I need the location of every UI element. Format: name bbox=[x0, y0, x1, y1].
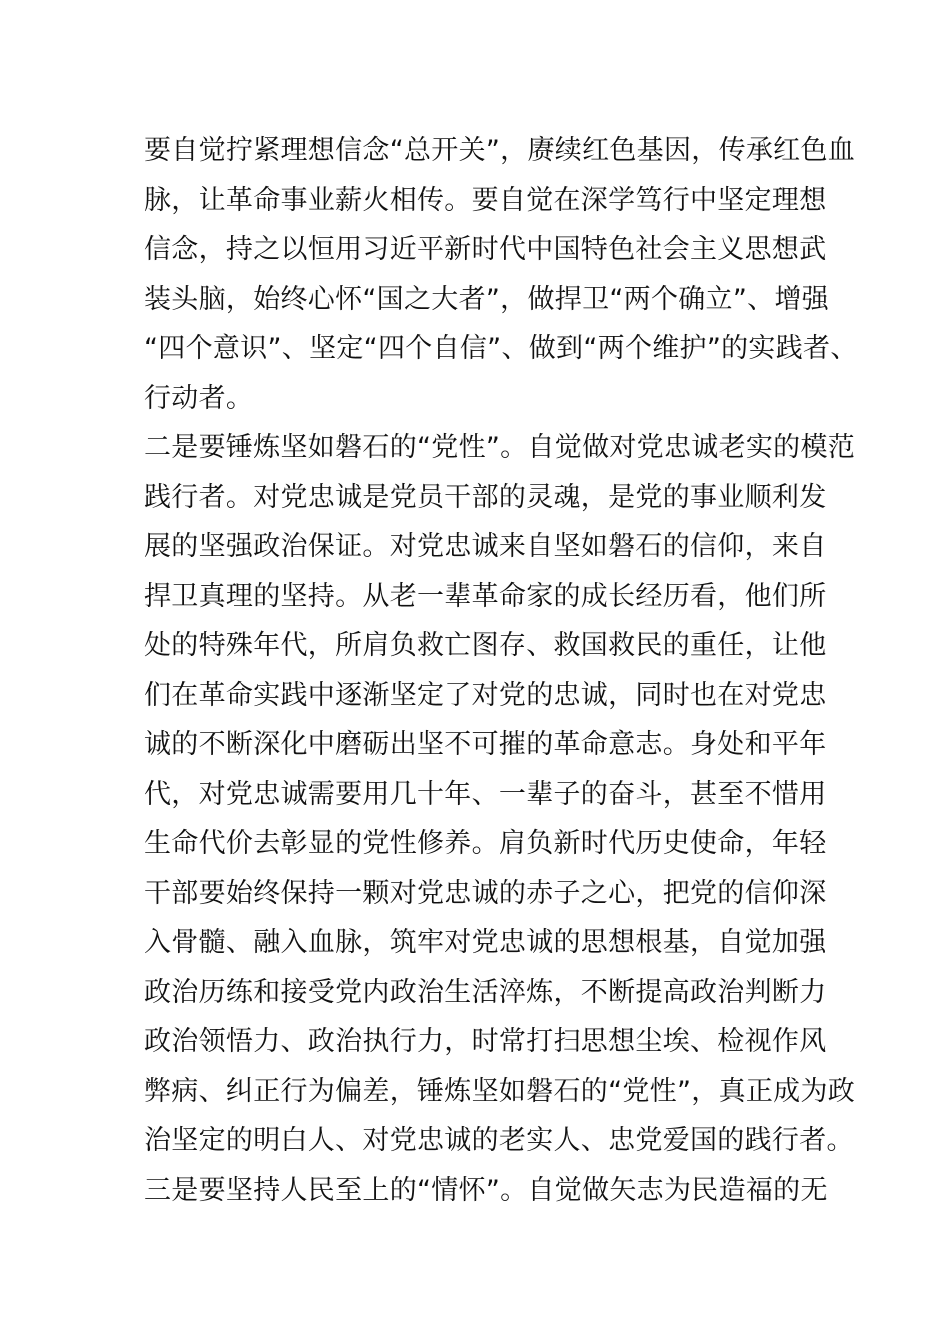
text-line: 三是要坚持人民至上的“情怀”。自觉做矢志为民造福的无 bbox=[144, 1174, 828, 1206]
text-line: 处的特殊年代，所肩负救亡图存、救国救民的重任，让他 bbox=[144, 630, 827, 661]
text-line: 政治历练和接受党内政治生活淬炼，不断提高政治判断力 bbox=[144, 976, 827, 1008]
text-line: 捍卫真理的坚持。从老一辈革命家的成长经历看，他们所 bbox=[144, 580, 827, 612]
body-text bbox=[144, 126, 858, 1215]
text-line: 干部要始终保持一颗对党忠诚的赤子之心，把党的信仰深 bbox=[144, 877, 827, 909]
text-line: 政治领悟力、政治执行力，时常打扫思想尘埃、检视作风 bbox=[144, 1026, 827, 1057]
text-line: 们在革命实践中逐渐坚定了对党的忠诚，同时也在对党忠 bbox=[144, 679, 827, 711]
text-line: 践行者。对党忠诚是党员干部的灵魂，是党的事业顺利发 bbox=[144, 481, 827, 513]
text-line: 入骨髓、融入血脉，筑牢对党忠诚的思想根基，自觉加强 bbox=[144, 927, 827, 958]
text-line: 信念，持之以恒用习近平新时代中国特色社会主义思想武 bbox=[144, 234, 827, 265]
text-line: 展的坚强政治保证。对党忠诚来自坚如磐石的信仰，来自 bbox=[144, 531, 827, 562]
text-line: “四个意识”、坚定“四个自信”、做到“两个维护”的实践者、 bbox=[144, 333, 858, 364]
text-line: 装头脑，始终心怀“国之大者”，做捍卫“两个确立”、增强 bbox=[144, 283, 830, 315]
text-line: 诚的不断深化中磨砺出坚不可摧的革命意志。身处和平年 bbox=[144, 729, 827, 760]
text-line: 行动者。 bbox=[144, 382, 254, 414]
text-line: 治坚定的明白人、对党忠诚的老实人、忠党爱国的践行者。 bbox=[144, 1125, 854, 1156]
text-line: 代，对党忠诚需要用几十年、一辈子的奋斗，甚至不惜用 bbox=[144, 778, 827, 810]
text-line: 弊病、纠正行为偏差，锤炼坚如磐石的“党性”，真正成为政 bbox=[144, 1075, 856, 1107]
text-line: 二是要锤炼坚如磐石的“党性”。自觉做对党忠诚老实的模范 bbox=[144, 432, 856, 463]
text-line: 脉，让革命事业薪火相传。要自觉在深学笃行中坚定理想 bbox=[144, 184, 827, 216]
text-line: 生命代价去彰显的党性修养。肩负新时代历史使命，年轻 bbox=[144, 828, 827, 859]
text-line: 要自觉拧紧理想信念“总开关”，赓续红色基因，传承红色血 bbox=[144, 135, 856, 166]
